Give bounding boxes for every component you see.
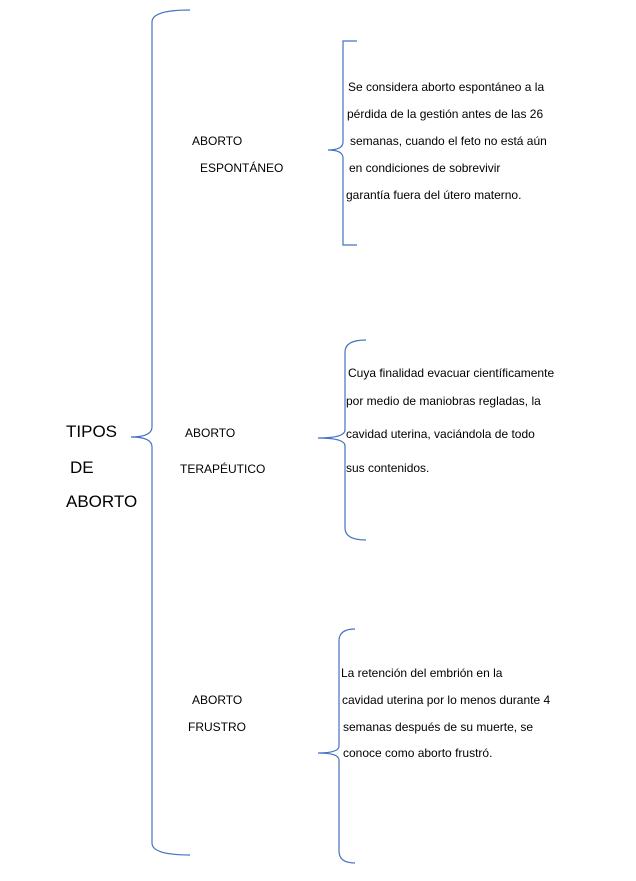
terapeutico-description-line-3: cavidad uterina, vaciándola de todo — [346, 427, 535, 441]
root-title-line-1: TIPOS — [66, 422, 118, 441]
root-title-line-3: ABORTO — [66, 492, 138, 511]
espontaneo-description-line-3: semanas, cuando el feto no está aún — [350, 134, 547, 148]
frustro-description-line-3: semanas después de su muerte, se — [343, 720, 534, 734]
frustro-description-line-1: La retención del embrión en la — [341, 666, 503, 680]
root-title-line-2: DE — [70, 458, 94, 477]
espontaneo-description-line-2: pérdida de la gestión antes de las 26 — [347, 107, 544, 121]
branch-terapeutico-label-line-2: TERAPÉUTICO — [180, 462, 266, 476]
main-brace — [131, 10, 190, 855]
branch-frustro-label-line-1: ABORTO — [192, 693, 243, 707]
terapeutico-description-line-1: Cuya finalidad evacuar científicamente — [348, 366, 555, 380]
espontaneo-description-line-4: en condiciones de sobrevivir — [349, 161, 501, 175]
espontaneo-description-line-1: Se considera aborto espontáneo a la — [348, 80, 545, 94]
frustro-description-line-4: conoce como aborto frustró. — [343, 746, 493, 760]
branch-terapeutico-label-line-1: ABORTO — [185, 426, 236, 440]
branch-frustro-label-line-2: FRUSTRO — [188, 720, 246, 734]
branch-espontaneo-label-line-1: ABORTO — [192, 134, 243, 148]
terapeutico-description-line-2: por medio de maniobras regladas, la — [346, 394, 541, 408]
terapeutico-description-line-4: sus contenidos. — [346, 461, 430, 475]
frustro-description-line-2: cavidad uterina por lo menos durante 4 — [342, 693, 551, 707]
espontaneo-description-line-5: garantía fuera del útero materno. — [346, 188, 522, 202]
branch-espontaneo-label-line-2: ESPONTÁNEO — [200, 161, 284, 175]
